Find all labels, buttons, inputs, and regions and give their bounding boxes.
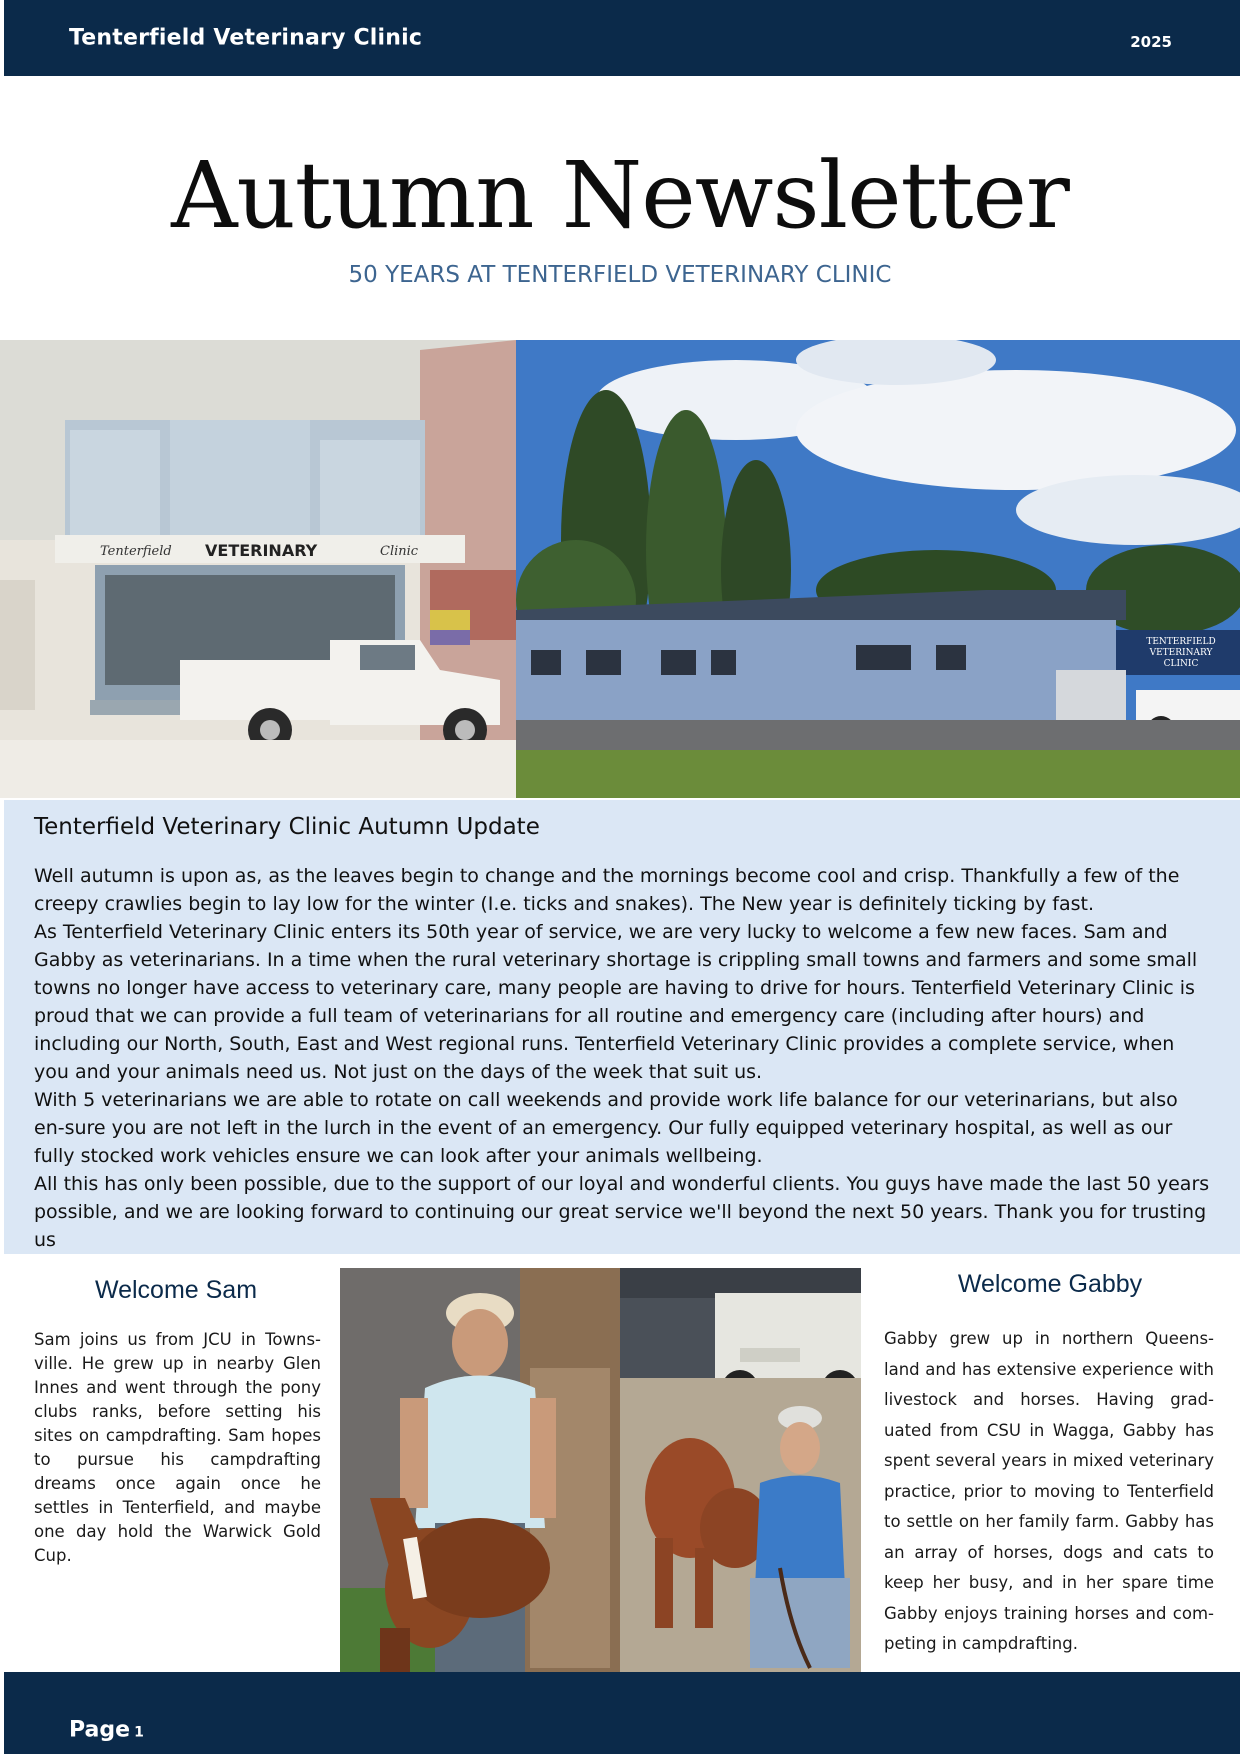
update-paragraph: All this has only been possible, due to the support of our loyal and wonderful clients. You guys have made the last 50 years possible, and we are looking forward to continuing our great service we'll beyond the next 50 years. Thank you for trusting us xyxy=(34,1173,1210,1251)
footer-bar xyxy=(4,1672,1240,1754)
update-body xyxy=(34,862,1214,1254)
new-sign-line-1: TENTERFIELD xyxy=(1146,637,1216,647)
sam-with-foal-photo xyxy=(340,1268,620,1678)
welcome-sam-text: Sam joins us from JCU in Towns-ville. He grew up in nearby Glen Innes and went through the pony clubs ranks, before setting his sites on campdrafting. Sam hopes to pursue his campdrafting dreams once again once he settles in Tenterfield, and maybe one day hold the Warwick Gold Cup. xyxy=(34,1330,321,1565)
old-sign-main: VETERINARY xyxy=(205,541,318,560)
newsletter-title: Autumn Newsletter xyxy=(171,142,1069,249)
newsletter-subtitle: 50 YEARS AT TENTERFIELD VETERINARY CLINIC xyxy=(348,262,892,288)
new-sign-line-2: VETERINARY xyxy=(1149,648,1213,658)
old-sign-script-left: Tenterfield xyxy=(100,544,172,559)
page-label: Page xyxy=(69,1717,131,1743)
welcome-gabby-text: Gabby grew up in northern Queens-land and has extensive experience with livestock and horses. Having grad-uated from CSU in Wagga, Gabby has spent several years in mixed veterinary practice, prior to moving to Tenterfield to settle on her family farm. Gabby has an array of horses, dogs and cats to keep her busy, and in her spare time Gabby enjoys training horses and com-peting in campdrafting. xyxy=(884,1329,1214,1653)
gabby-with-calf-photo xyxy=(620,1268,861,1678)
welcome-sam-title: Welcome Sam xyxy=(94,1276,258,1304)
old-clinic-photo xyxy=(0,340,516,798)
update-paragraph: As Tenterfield Veterinary Clinic enters its 50th year of service, we are very lucky to welcome a few new faces. Sam and Gabby as veterinarians. In a time when the rural veterinary shortage is crippling small towns and farmers and some small towns no longer have access to veterinary care, many people are having to drive for hours. Tenterfield Veterinary Clinic is proud that we can provide a full team of veterinarians for all routine and emergency care (including after hours) and including our North, South, East and West regional runs. Tenterfield Veterinary Clinic provides a complete service, when you and your animals need us. Not just on the days of the week that suit us. xyxy=(34,921,1198,1083)
newsletter-year: 2025 xyxy=(1130,33,1172,51)
old-sign-script-right: Clinic xyxy=(380,544,419,559)
header-bar xyxy=(4,0,1240,76)
clinic-name: Tenterfield Veterinary Clinic xyxy=(69,25,423,51)
welcome-gabby-title: Welcome Gabby xyxy=(957,1270,1143,1298)
new-clinic-photo xyxy=(516,340,1240,798)
autumn-update-section xyxy=(4,800,1240,1254)
new-sign-line-3: CLINIC xyxy=(1163,659,1199,669)
update-paragraph: With 5 veterinarians we are able to rotate on call weekends and provide work life balance for our veterinarians, but also en-sure you are not left in the lurch in the event of an emergency. Our fully equipped veterinary hospital, as well as our fully stocked work vehicles ensure we can look after your animals wellbeing. xyxy=(34,1089,1178,1167)
page-indicator xyxy=(69,1718,144,1743)
page-number: 1 xyxy=(134,1724,144,1741)
update-paragraph: Well autumn is upon as, as the leaves begin to change and the mornings become cool and crisp. Thankfully a few of the creepy crawlies begin to lay low for the winter (I.e. ticks and snakes). The New year is definitely ticking by fast. xyxy=(34,865,1180,915)
update-heading: Tenterfield Veterinary Clinic Autumn Update xyxy=(34,814,540,840)
